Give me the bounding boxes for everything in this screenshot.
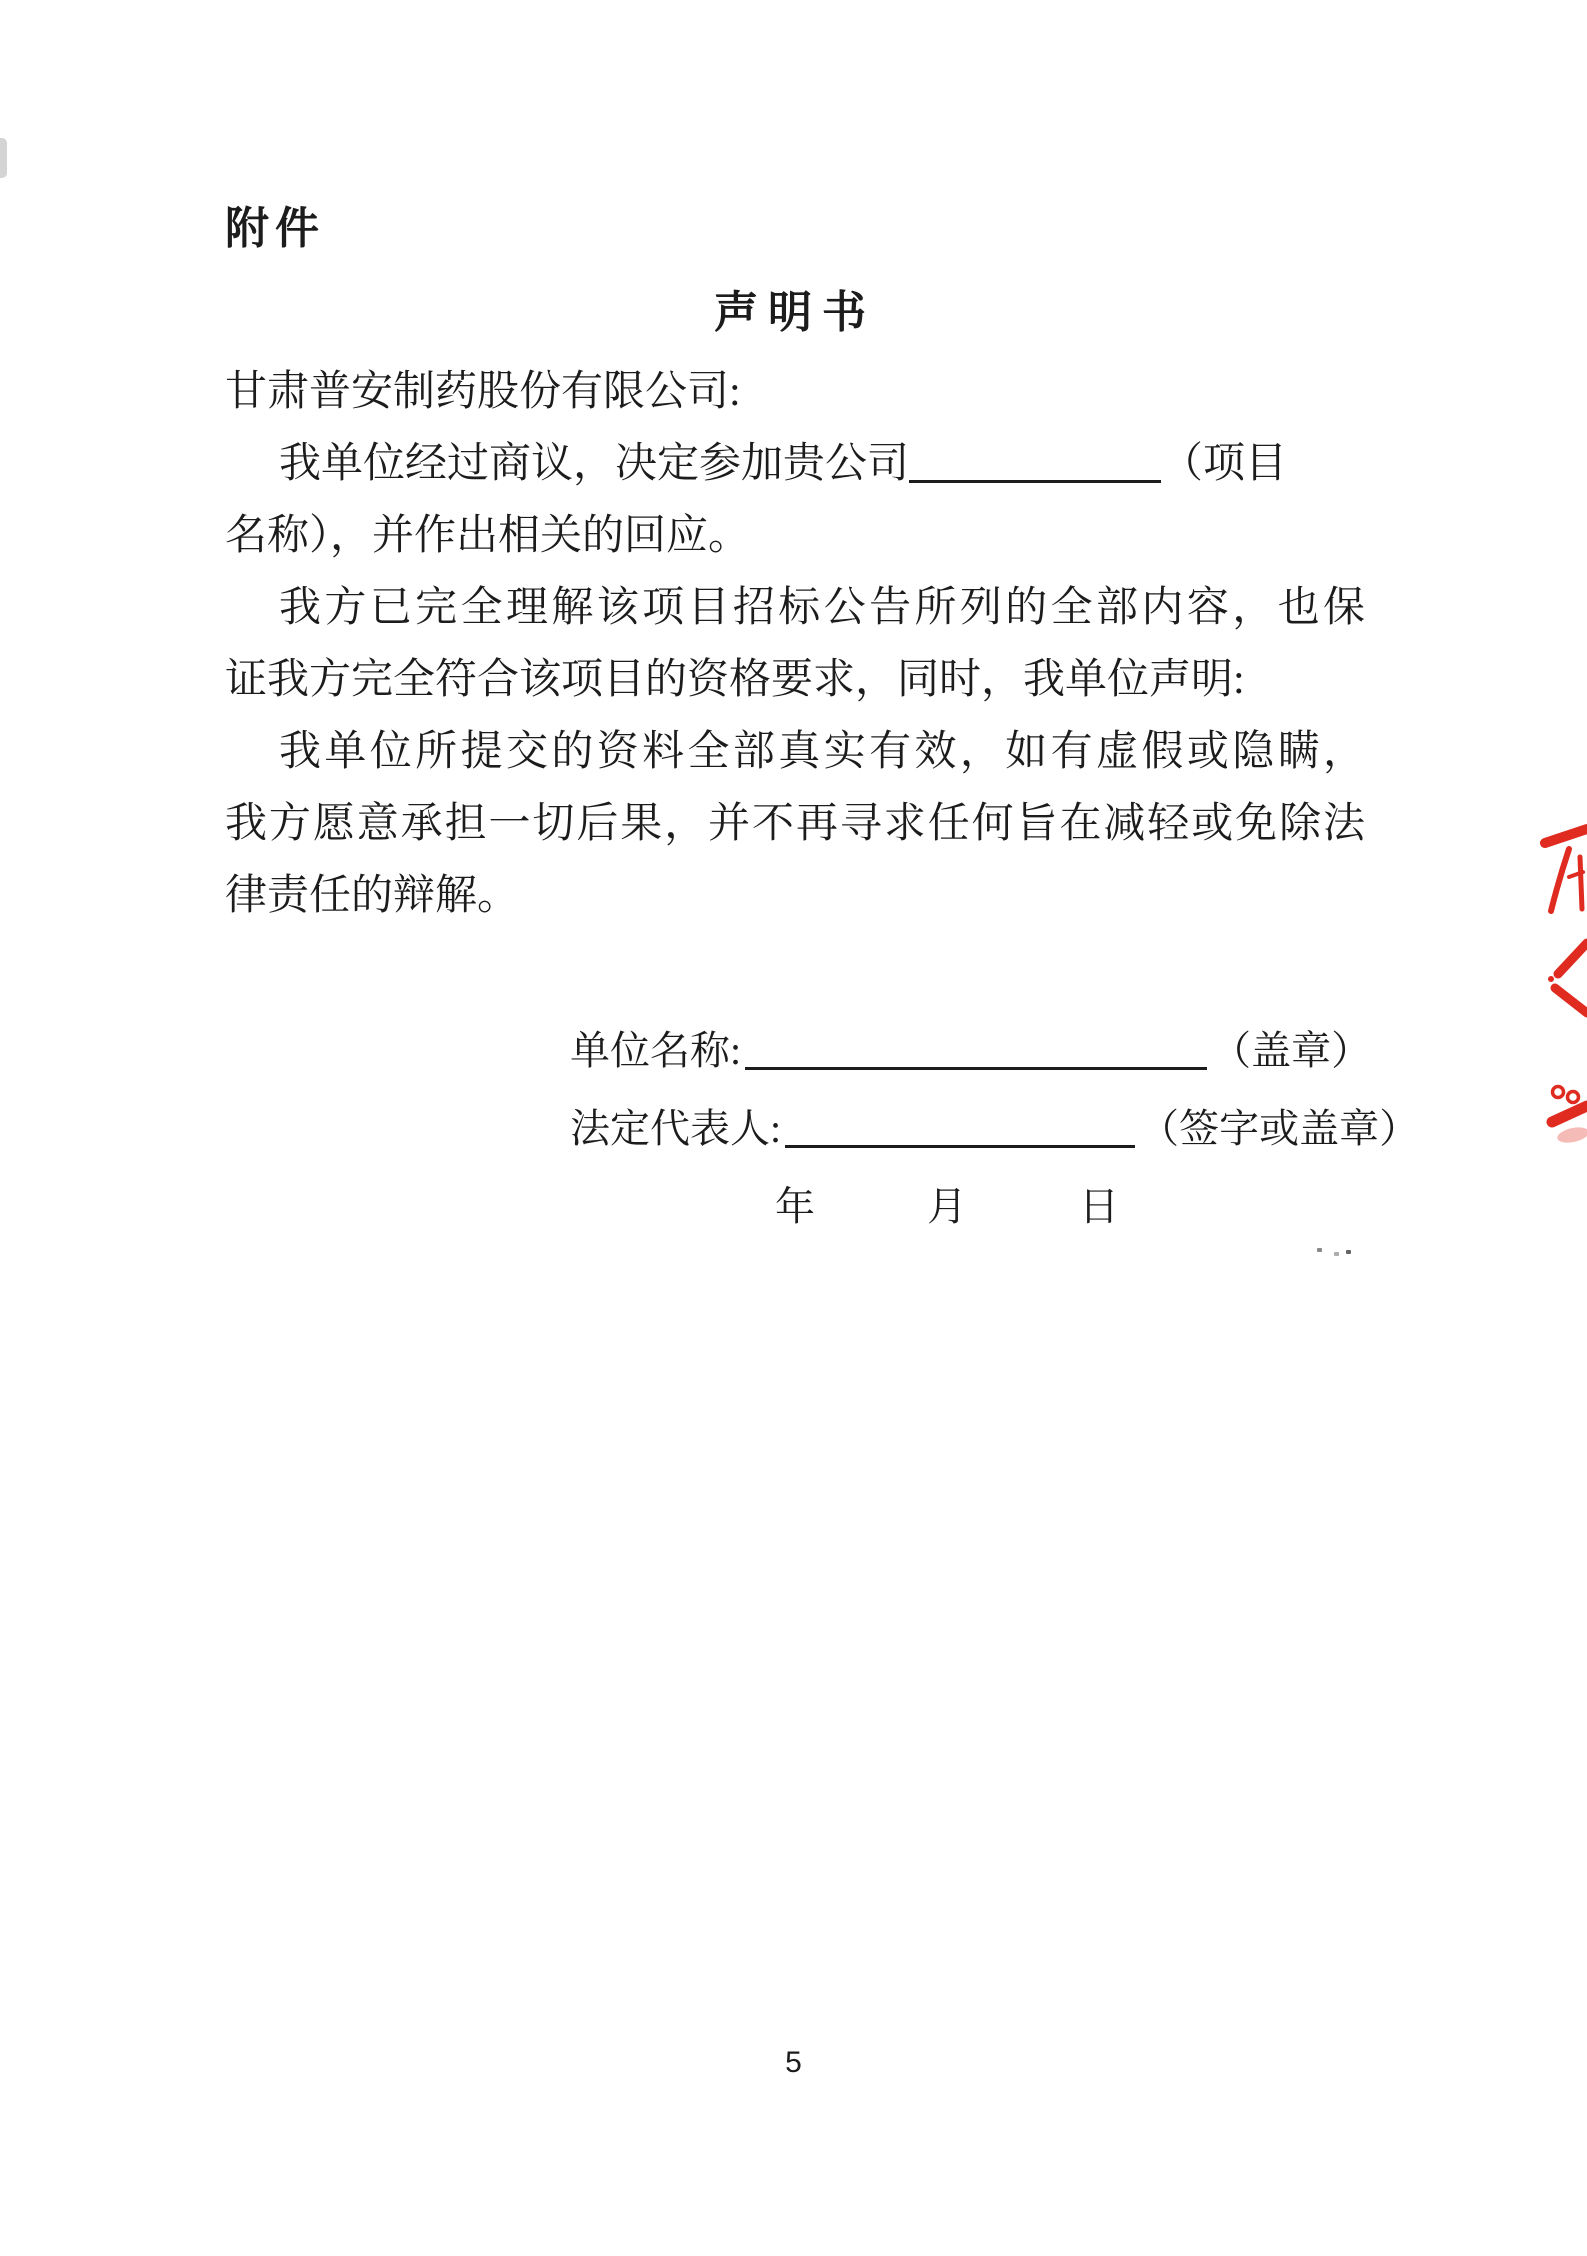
paragraph-3-line-2: 我方愿意承担一切后果，并不再寻求任何旨在减轻或免除法: [225, 801, 1365, 847]
page-number: 5: [785, 2046, 802, 2079]
legal-rep-sign-note: （签字或盖章）: [1139, 1106, 1420, 1151]
paragraph-text: 我单位经过商议，决定参加贵公司: [279, 441, 910, 487]
date-day-label: 日: [1079, 1184, 1119, 1229]
scan-smudge: [0, 138, 7, 178]
paragraph-3-line-3: 律责任的辩解。: [225, 873, 520, 919]
paragraph-3-line-1: 我单位所提交的资料全部真实有效，如有虚假或隐瞒，: [279, 729, 1365, 775]
date-month-label: 月: [927, 1184, 967, 1229]
paragraph-1-line-1: [225, 428, 1365, 500]
salutation: 甘肃普安制药股份有限公司:: [225, 369, 741, 415]
paragraph-2-line-1: 我方已完全理解该项目招标公告所列的全部内容，也保: [279, 585, 1365, 631]
red-pen-marks: [1525, 815, 1587, 1160]
red-pen-bottom-cluster: [1552, 1087, 1587, 1146]
date-year-label: 年: [775, 1184, 815, 1229]
scan-speck: [1317, 1248, 1322, 1252]
attachment-label: 附件: [225, 204, 325, 253]
paragraph-text: （项目: [1161, 441, 1288, 487]
company-name-blank: [745, 1067, 1207, 1070]
scan-speck: [1334, 1252, 1339, 1256]
red-pen-chevron-strokes: [1548, 943, 1587, 1013]
date-line: [570, 1168, 1419, 1246]
project-name-blank: [909, 480, 1161, 483]
legal-rep-label: 法定代表人:: [570, 1106, 782, 1151]
legal-rep-blank: [785, 1145, 1135, 1148]
company-name-line: [570, 1012, 1419, 1090]
company-name-label: 单位名称:: [570, 1028, 742, 1073]
legal-rep-line: [570, 1090, 1419, 1168]
declaration-body: [225, 356, 1365, 932]
red-pen-partial-character: [1551, 849, 1583, 911]
paragraph-1-line-2: 名称），并作出相关的回应。: [225, 513, 751, 559]
scan-speck: [1346, 1250, 1351, 1254]
paragraph-2-line-2: 证我方完全符合该项目的资格要求，同时，我单位声明:: [225, 657, 1245, 703]
page-title: 声明书: [714, 288, 876, 337]
signature-block: [570, 1012, 1419, 1246]
red-pen-stroke-top-bar: [1545, 829, 1587, 843]
company-seal-note: （盖章）: [1211, 1028, 1372, 1073]
